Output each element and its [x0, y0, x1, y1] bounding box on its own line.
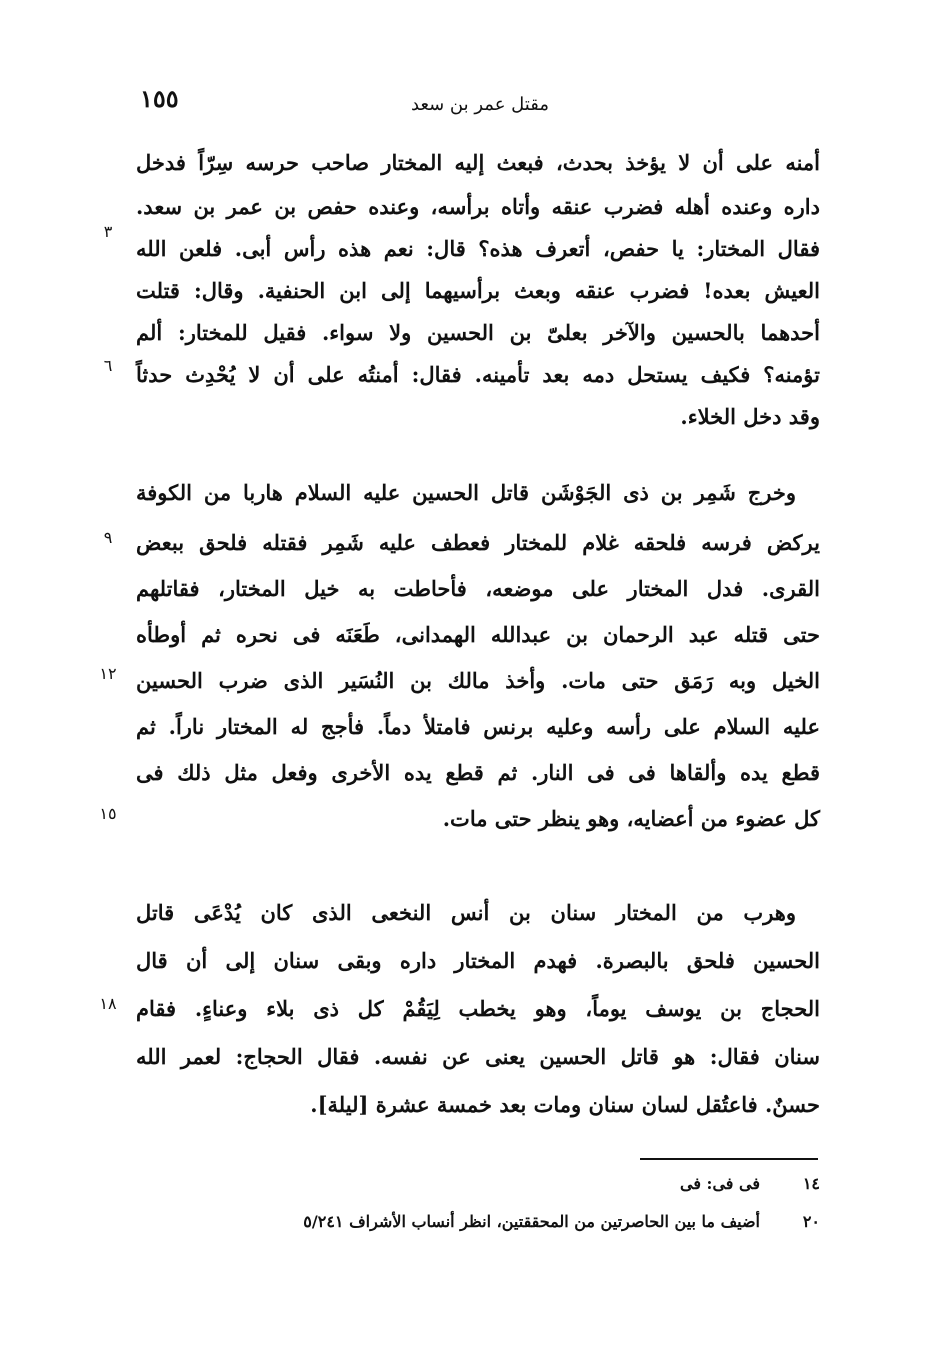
text-line: يركض فرسه فلحقه غلام للمختار فعطف عليه شَمِر فقتله فلحق ببعض: [136, 530, 820, 555]
running-title: مقتل عمر بن سعد: [411, 94, 549, 115]
margin-line-number: ١٥: [99, 804, 117, 823]
margin-line-number: ٩: [103, 528, 113, 547]
text-line: تؤمنه؟ فكيف يستحل دمه بعد تأمينه. فقال: أمنتُه على أن لا يُحْدِث حدثاً: [136, 362, 820, 387]
text-line: سنان فقال: هو قاتل الحسين يعنى عن نفسه. فقال الحجاج: لعمر الله: [136, 1044, 820, 1069]
text-line: عليه السلام على رأسه وعليه برنس فامتلأ دماً. فأجج له المختار ناراً. ثم: [136, 714, 820, 739]
text-line: الحجاج بن يوسف يوماً، وهو يخطب لِيَقُمْ كل ذى بلاء وعناءٍ. فقام: [136, 996, 820, 1021]
text-line: الخيل وبه رَمَق حتى مات. وأخذ مالك بن النُسَير الذى ضرب الحسين: [136, 668, 820, 693]
footnote: [150, 1212, 820, 1238]
margin-line-number: ١٢: [99, 664, 117, 683]
footnote-number: ٢٠: [802, 1212, 820, 1231]
text-line: قطع يده وألقاها فى فى النار. ثم قطع يده الأخرى وفعل مثل ذلك فى: [136, 760, 820, 785]
text-line: حسنٌ. فاعتُقل لسان سنان ومات بعد خمسة عشرة [ليلة].: [310, 1092, 820, 1117]
text-line: وهرب من المختار سنان بن أنس النخعى الذى كان يُدْعَى قاتل: [136, 900, 796, 925]
text-line: داره وعنده أهله فضرب عنقه وأتاه برأسه، وعنده حفص بن عمر بن سعد.: [136, 194, 820, 219]
text-line: حتى قتله عبد الرحمان بن عبدالله الهمدانى، طَعَنَه فى نحره ثم أوطأه: [136, 622, 820, 647]
footnote: [150, 1174, 820, 1200]
text-line: وقد دخل الخلاء.: [680, 404, 820, 429]
footnote-text: فى فى: فى: [680, 1174, 760, 1193]
text-line: الحسين فلحق بالبصرة. فهدم المختار داره وبقى سنان إلى أن قال: [136, 948, 820, 973]
page-number: ١٥٥: [140, 84, 179, 113]
margin-line-number: ٣: [103, 222, 113, 241]
text-line: العيش بعده! فضرب عنقه وبعث برأسيهما إلى ابن الحنفية. وقال: قتلت: [136, 278, 820, 303]
footnote-number: ١٤: [802, 1174, 820, 1193]
margin-line-number: ١٨: [99, 994, 117, 1013]
text-line: كل عضوء من أعضايه، وهو ينظر حتى مات.: [442, 806, 820, 831]
text-line: أمنه على أن لا يؤخذ بحدث، فبعث إليه المختار صاحب حرسه سِرّاً فدخل: [136, 150, 820, 175]
text-line: وخرج شَمِر بن ذى الجَوْشَن قاتل الحسين عليه السلام هاربا من الكوفة: [136, 480, 796, 505]
text-line: فقال المختار: يا حفص، أتعرف هذه؟ قال: نعم هذه رأس أبى. فلعن الله: [136, 236, 820, 261]
footnote-rule: [640, 1158, 818, 1160]
text-line: القرى. فدل المختار على موضعه، فأحاطت به خيل المختار، فقاتلهم: [136, 576, 820, 601]
text-line: أحدهما بالحسين والآخر بعلىّ بن الحسين ولا سواء. فقيل للمختار: ألم: [136, 320, 821, 345]
footnote-text: أضيف ما بين الحاصرتين من المحققتين، انظر أنساب الأشراف ٥/٢٤١: [303, 1212, 760, 1231]
margin-line-number: ٦: [103, 356, 113, 375]
